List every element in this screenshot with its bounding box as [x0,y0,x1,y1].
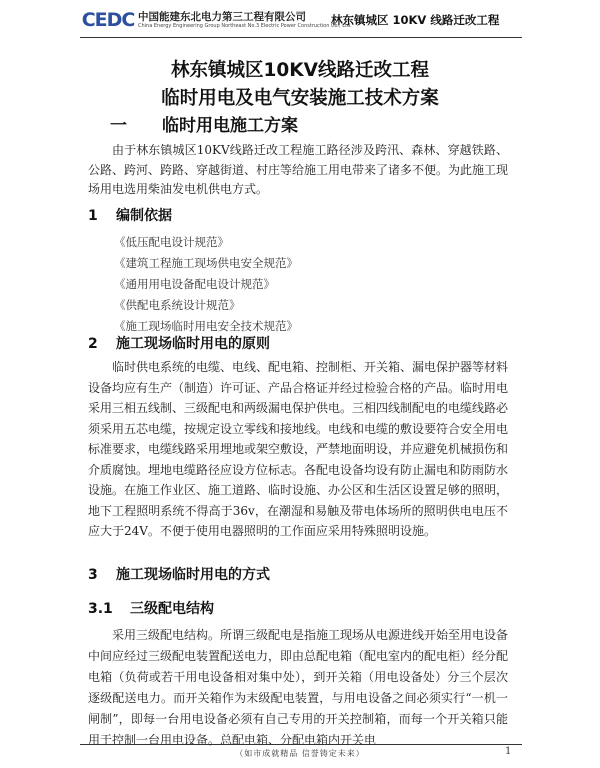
section-1-intro: 由于林东镇城区10KV线路迁改工程施工路径涉及跨汛、森林、穿越铁路、公路、跨河、跨路、穿越街道、村庄等给施工用电带来了诸多不便。为此施工现场用电选用柴油发电机供电方式。 [88,143,509,196]
subsection-1-title: 编制依据 [116,208,172,224]
subsection-3-1-body: 采用三级配电结构。所谓三级配电是指施工现场从电源进线开始至用电设备中间应经过三级配电装置配送电力，即由总配电箱（配电室内的配电柜）经分配电箱（负荷或若干用电设备相对集中处），到开关箱（用电设备处）分三个层次逐级配送电力。而开关箱作为末级配电装置，与用电设备之间必须实行“一机一闸制”，即每一台用电设备必须有自己专用的开关控制箱，而每一个开关箱只能用于控制一台用电设备。总配电箱、分配电箱内开关电 [88,628,509,747]
subsection-3-heading [88,564,270,584]
section-1-heading [110,111,298,136]
subsection-2-body: 临时供电系统的电缆、电线、配电箱、控制柜、开关箱、漏电保护器等材料设备均应有生产（制造）许可证、产品合格证并经过检验合格的产品。临时用电采用三相五线制、三级配电和两级漏电保护供电。三相四线制配电的电缆线路必须采用五芯电缆，按规定设立零线和接地线。电线和电缆的敷设要符合安全用电标准要求，电缆线路采用埋地或架空敷设，严禁地面明设，并应避免机械损伤和介质腐蚀。埋地电缆路径应设方位标志。各配电设备均设有防止漏电和防雨防水设施。在施工作业区、施工道路、临时设施、办公区和生活区设置足够的照明，地下工程照明系统不得高于36v，在潮湿和易触及带电体场所的照明供电电压不应大于24V。不便于使用电器照明的工作面应采用特殊照明设施。 [88,360,509,538]
subsection-1-number: 1 [88,208,98,224]
subsection-2-number: 2 [88,336,98,352]
reference-item: 《供配电系统设计规范》 [114,298,241,312]
section-1-title: 临时用电施工方案 [162,116,298,136]
document-title-line2: 临时用电及电气安装施工技术方案 [161,88,439,109]
subsection-1-heading [88,205,172,225]
subsection-2-title: 施工现场临时用电的原则 [116,336,270,352]
footer-slogan: （如市成就精品 信誉铸定未来） [235,749,365,758]
reference-item: 《施工现场临时用电安全技术规范》 [114,319,298,333]
logo-text: CEDC [81,9,135,31]
subsection-3-number: 3 [88,567,98,583]
company-name: 中国能建东北电力第三工程有限公司 [138,11,306,23]
reference-item: 《低压配电设计规范》 [114,235,229,249]
page-number: 1 [505,746,512,757]
footer-divider [80,744,522,745]
reference-list [114,232,298,337]
header-project-title: 林东镇城区 10KV 线路迁改工程 [331,13,500,27]
subsection-3-title: 施工现场临时用电的方式 [116,567,270,583]
page-header [0,0,600,44]
subsection-3-1-number: 3.1 [88,601,113,617]
company-logo [82,9,134,31]
reference-item: 《通用用电设备配电设计规范》 [114,277,275,291]
subsection-2-heading [88,333,270,353]
subsection-3-1-title: 三级配电结构 [130,601,214,617]
section-1-number: 一 [110,116,127,136]
subsection-3-1-heading [88,598,214,618]
company-name-english: China Energy Engineering Group Northeast No.3 Electric Power Construction Co., Ltd. [138,23,352,29]
header-divider [80,37,522,38]
document-title-line1: 林东镇城区10KV线路迁改工程 [171,60,429,81]
reference-item: 《建筑工程施工现场供电安全规范》 [114,256,298,270]
